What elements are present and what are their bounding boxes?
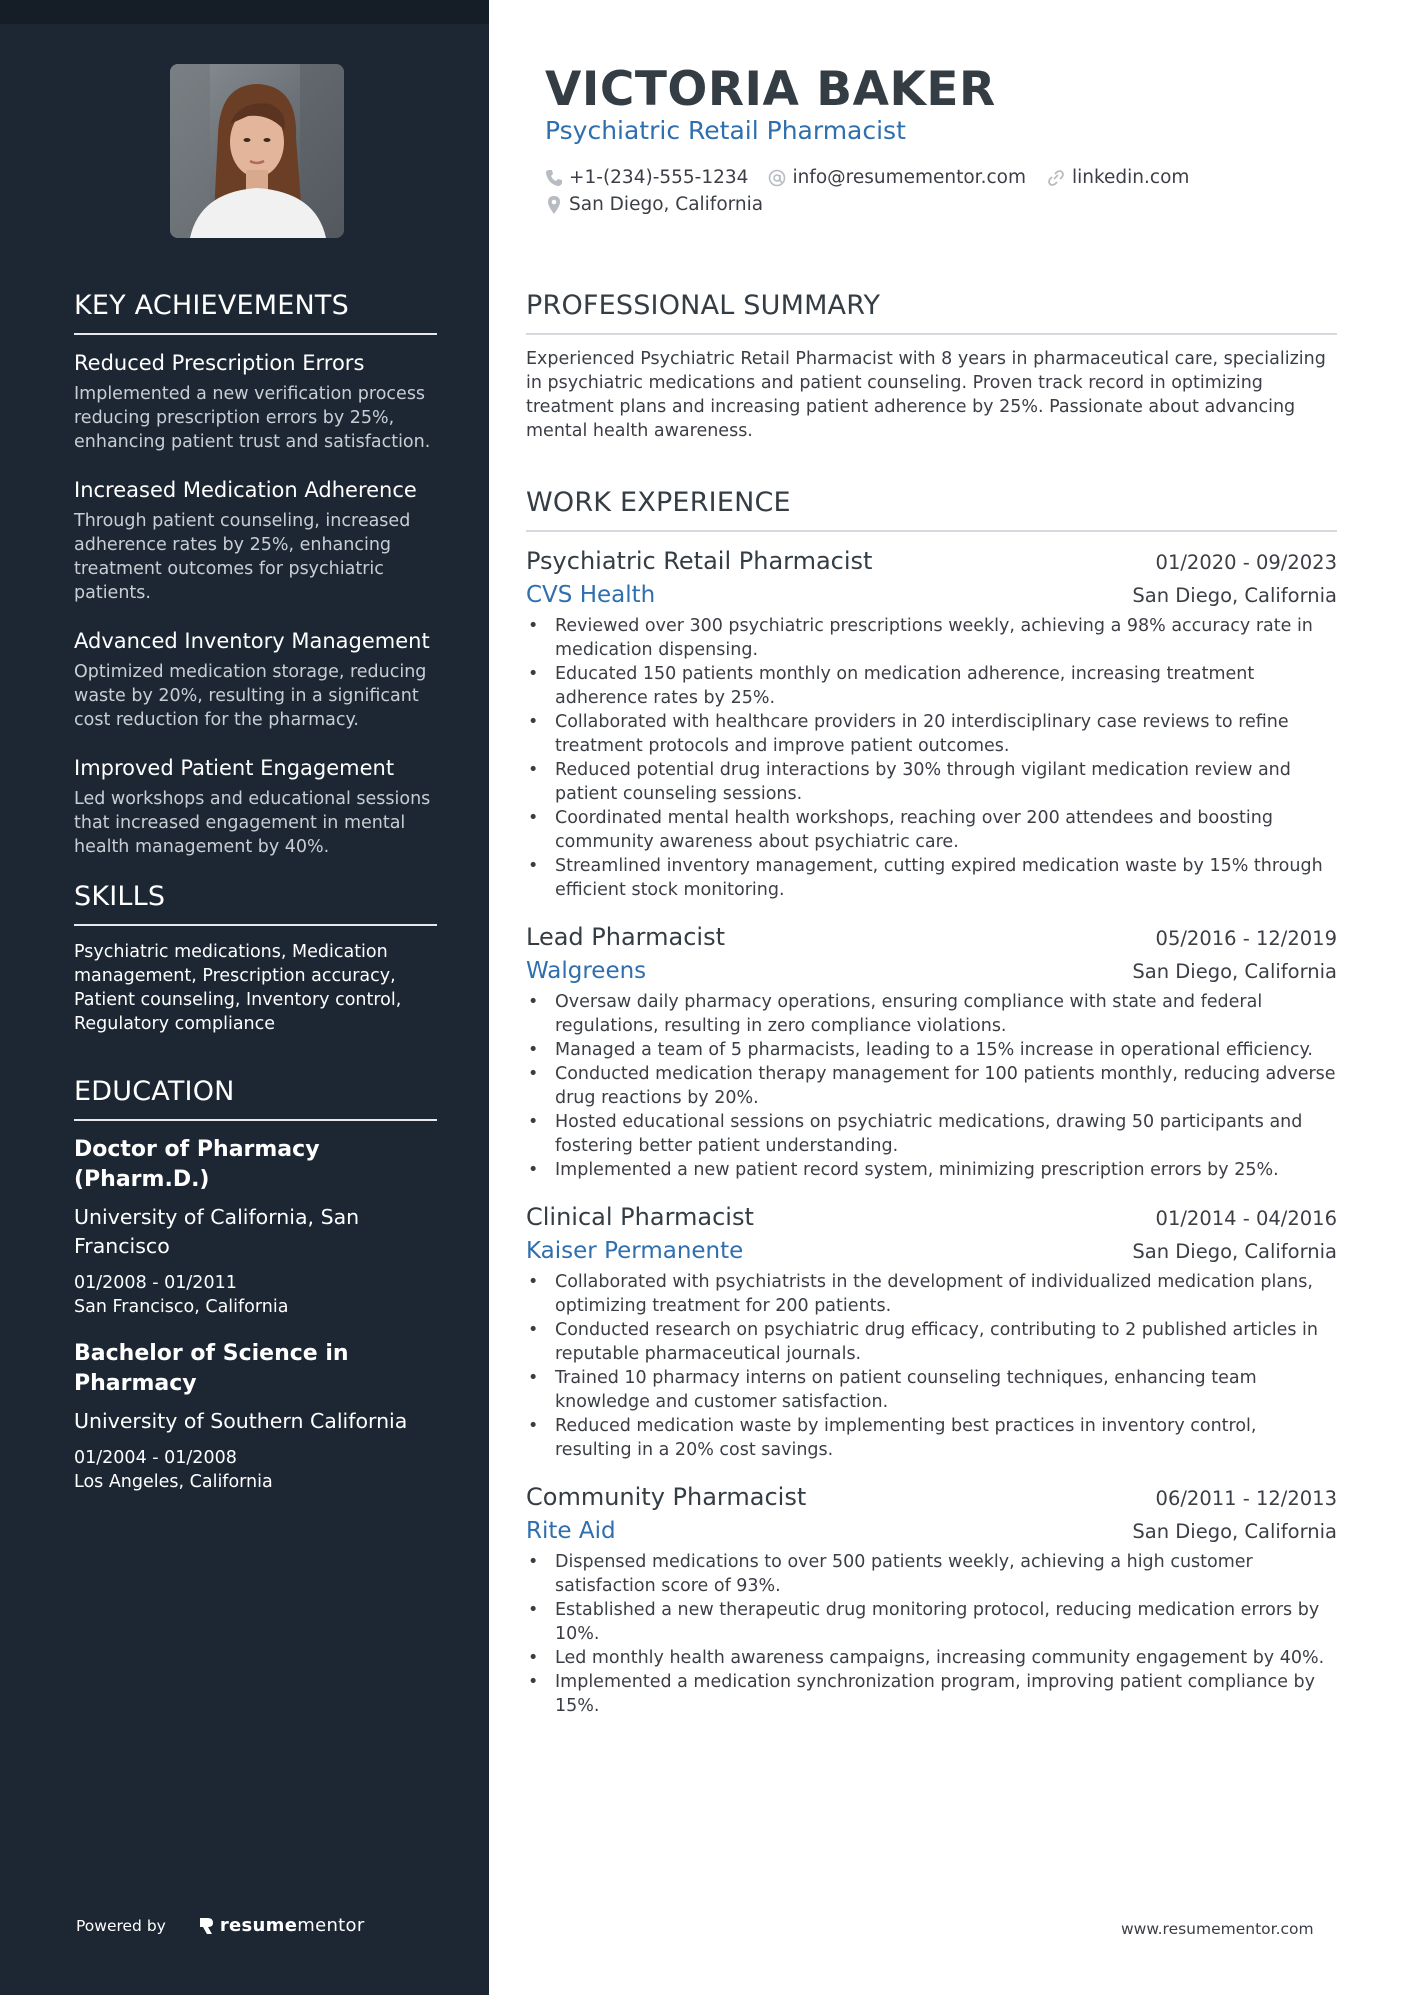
- job-bullet: • Trained 10 pharmacy interns on patient counseling techniques, enhancing team knowledge and customer satisfaction.: [526, 1366, 1337, 1414]
- brand-name-bold: resume: [219, 1915, 298, 1936]
- linkedin-text: linkedin.com: [1071, 167, 1190, 188]
- at-icon: [768, 169, 786, 187]
- contact-phone[interactable]: [545, 167, 748, 188]
- job-title: Lead Pharmacist: [526, 923, 725, 951]
- job-dates: 05/2016 - 12/2019: [1155, 927, 1337, 950]
- skills-heading: SKILLS: [74, 881, 437, 926]
- job-location: San Diego, California: [1132, 960, 1337, 983]
- contact-info: [545, 164, 1325, 218]
- brand-logo[interactable]: [198, 1915, 365, 1936]
- footer-website[interactable]: www.resumementor.com: [1121, 1920, 1314, 1938]
- job-dates: 01/2014 - 04/2016: [1155, 1207, 1337, 1230]
- skills-list: Psychiatric medications, Medication management, Prescription accuracy, Patient counseling, Inventory control, Regulatory compliance: [74, 942, 402, 1034]
- job-bullets: [526, 990, 1337, 1182]
- location-text: San Diego, California: [569, 194, 764, 215]
- job-bullet: • Oversaw daily pharmacy operations, ensuring compliance with state and federal regulations, resulting in zero compliance violations.: [526, 990, 1337, 1038]
- job-bullet: • Implemented a medication synchronization program, improving patient compliance by 15%.: [526, 1670, 1337, 1718]
- job-bullet: • Conducted research on psychiatric drug efficacy, contributing to 2 published articles in reputable pharmaceutical journals.: [526, 1318, 1337, 1366]
- job-title: Community Pharmacist: [526, 1483, 807, 1511]
- achievement-desc: Led workshops and educational sessions that increased engagement in mental health management by 40%.: [74, 789, 431, 857]
- achievement-title: Advanced Inventory Management: [74, 629, 430, 653]
- job-bullet: • Collaborated with healthcare providers in 20 interdisciplinary case reviews to refine treatment protocols and improve patient outcomes.: [526, 710, 1337, 758]
- job-bullets: [526, 1550, 1337, 1718]
- job-bullets: [526, 614, 1337, 902]
- profile-photo: [170, 64, 344, 238]
- job-bullets: [526, 1270, 1337, 1462]
- achievement-item: [74, 627, 437, 732]
- education-dates: 01/2004 - 01/2008: [74, 1448, 237, 1468]
- achievement-title: Improved Patient Engagement: [74, 756, 395, 780]
- achievement-item: [74, 349, 437, 454]
- job-title: Clinical Pharmacist: [526, 1203, 754, 1231]
- location-pin-icon: [545, 195, 563, 215]
- achievement-desc: Optimized medication storage, reducing waste by 20%, resulting in a significant cost reduction for the pharmacy.: [74, 662, 427, 730]
- achievement-title: Increased Medication Adherence: [74, 478, 417, 502]
- job-dates: 06/2011 - 12/2013: [1155, 1487, 1337, 1510]
- job-company: CVS Health: [526, 582, 656, 608]
- job-location: San Diego, California: [1132, 1520, 1337, 1543]
- email-text: info@resumementor.com: [792, 167, 1026, 188]
- job-dates: 01/2020 - 09/2023: [1155, 551, 1337, 574]
- job-location: San Diego, California: [1132, 584, 1337, 607]
- job-bullet: • Reduced potential drug interactions by 30% through vigilant medication review and patient counseling sessions.: [526, 758, 1337, 806]
- job-bullet: • Hosted educational sessions on psychiatric medications, drawing 50 participants and fostering better patient understanding.: [526, 1110, 1337, 1158]
- job-bullet: • Coordinated mental health workshops, reaching over 200 attendees and boosting community awareness about psychiatric care.: [526, 806, 1337, 854]
- job-company: Walgreens: [526, 958, 647, 984]
- summary-text: Experienced Psychiatric Retail Pharmacist with 8 years in pharmaceutical care, specializing in psychiatric medications and patient counseling. Proven track record in optimizing treatment plans and increasing patient adherence by 25%. Passionate about advancing mental health awareness.: [526, 349, 1326, 441]
- job-bullet: • Reviewed over 300 psychiatric prescriptions weekly, achieving a 98% accuracy rate in medication dispensing.: [526, 614, 1337, 662]
- education-degree: Doctor of Pharmacy (Pharm.D.): [74, 1137, 320, 1192]
- job-bullet: • Established a new therapeutic drug monitoring protocol, reducing medication errors by 10%.: [526, 1598, 1337, 1646]
- summary-heading: PROFESSIONAL SUMMARY: [526, 290, 1337, 335]
- candidate-name: VICTORIA BAKER: [545, 62, 996, 117]
- sidebar-content: [74, 290, 437, 1514]
- experience-section: [526, 487, 1337, 1736]
- job-entry: [526, 920, 1337, 1182]
- experience-heading: WORK EXPERIENCE: [526, 487, 1337, 532]
- achievements-heading: KEY ACHIEVEMENTS: [74, 290, 437, 335]
- powered-by: [76, 1915, 365, 1936]
- contact-email[interactable]: [768, 167, 1026, 188]
- sidebar: [0, 0, 489, 1995]
- education-school: University of Southern California: [74, 1409, 408, 1433]
- job-bullet: • Streamlined inventory management, cutting expired medication waste by 15% through efficient stock monitoring.: [526, 854, 1337, 902]
- job-entry: [526, 544, 1337, 902]
- job-bullet: • Dispensed medications to over 500 patients weekly, achieving a high customer satisfaction score of 93%.: [526, 1550, 1337, 1598]
- achievement-desc: Implemented a new verification process reducing prescription errors by 25%, enhancing patient trust and satisfaction.: [74, 384, 431, 452]
- job-bullet: • Collaborated with psychiatrists in the development of individualized medication plans, optimizing treatment for 200 patients.: [526, 1270, 1337, 1318]
- education-item: [74, 1339, 437, 1494]
- education-heading: EDUCATION: [74, 1076, 437, 1121]
- job-bullet: • Conducted medication therapy management for 100 patients monthly, reducing adverse drug reactions by 20%.: [526, 1062, 1337, 1110]
- summary-section: [526, 290, 1337, 443]
- job-title: Psychiatric Retail Pharmacist: [526, 547, 873, 575]
- job-bullet: • Implemented a new patient record system, minimizing prescription errors by 25%.: [526, 1158, 1337, 1182]
- job-bullet: • Educated 150 patients monthly on medication adherence, increasing treatment adherence rates by 25%.: [526, 662, 1337, 710]
- achievement-item: [74, 754, 437, 859]
- link-icon: [1046, 169, 1066, 187]
- job-entry: [526, 1200, 1337, 1462]
- job-entry: [526, 1480, 1337, 1718]
- education-school: University of California, San Francisco: [74, 1205, 360, 1258]
- brand-name-light: mentor: [297, 1915, 365, 1936]
- job-location: San Diego, California: [1132, 1240, 1337, 1263]
- job-bullet: • Reduced medication waste by implementing best practices in inventory control, resulting in a 20% cost savings.: [526, 1414, 1337, 1462]
- brand-mark-icon: [198, 1916, 214, 1936]
- education-location: San Francisco, California: [74, 1297, 289, 1317]
- job-company: Rite Aid: [526, 1518, 616, 1544]
- education-dates: 01/2008 - 01/2011: [74, 1273, 237, 1293]
- achievement-desc: Through patient counseling, increased adherence rates by 25%, enhancing treatment outcomes for psychiatric patients.: [74, 511, 411, 603]
- phone-icon: [545, 169, 563, 187]
- job-company: Kaiser Permanente: [526, 1238, 744, 1264]
- phone-text: +1-(234)-555-1234: [569, 167, 749, 188]
- education-degree: Bachelor of Science in Pharmacy: [74, 1341, 349, 1396]
- education-location: Los Angeles, California: [74, 1472, 273, 1492]
- achievement-title: Reduced Prescription Errors: [74, 351, 365, 375]
- candidate-role: Psychiatric Retail Pharmacist: [545, 116, 906, 145]
- powered-by-label: Powered by: [76, 1916, 166, 1935]
- job-bullet: • Led monthly health awareness campaigns, increasing community engagement by 40%.: [526, 1646, 1337, 1670]
- contact-linkedin[interactable]: [1046, 167, 1189, 188]
- contact-location: [545, 194, 763, 215]
- sidebar-top-bar: [0, 0, 489, 24]
- job-bullet: • Managed a team of 5 pharmacists, leading to a 15% increase in operational efficiency.: [526, 1038, 1337, 1062]
- education-item: [74, 1135, 437, 1319]
- achievement-item: [74, 476, 437, 605]
